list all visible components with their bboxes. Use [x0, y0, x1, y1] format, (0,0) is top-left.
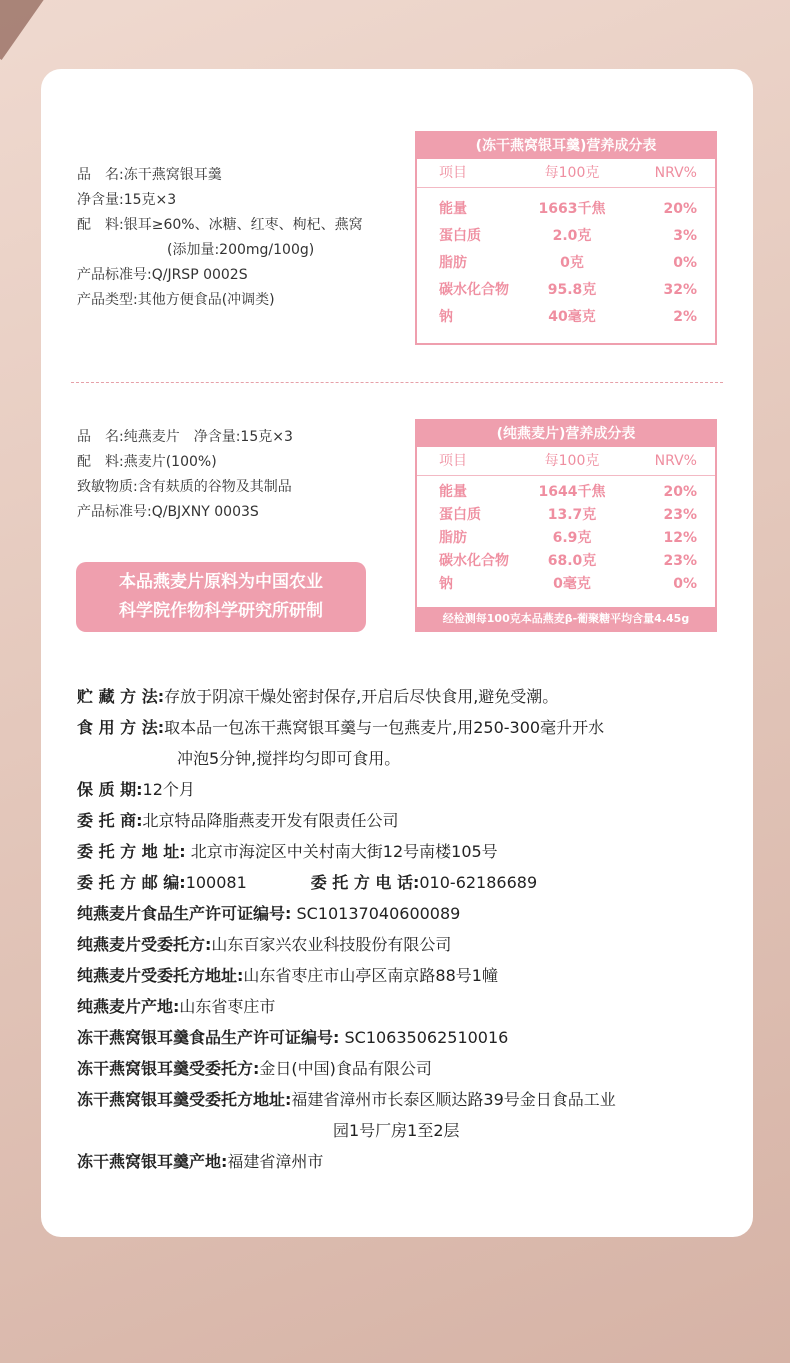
client-address-line [77, 836, 616, 867]
usage-value: 取本品一包冻干燕窝银耳羹与一包燕麦片,用250-300毫升开水 [164, 718, 605, 737]
product1-nutrition-table [415, 131, 717, 345]
row-nrv: 23% [663, 507, 697, 523]
table-title: (纯燕麦片)营养成分表 [417, 421, 715, 447]
product1-type: 产品类型:其他方便食品(冲调类) [77, 292, 275, 308]
row-nrv: 20% [663, 484, 697, 500]
table-row [417, 277, 715, 304]
phone-value: 010-62186689 [419, 873, 538, 892]
usage-line-2: 冲泡5分钟,搅拌均匀即可食用。 [177, 749, 401, 768]
nest-license-label: 冻干燕窝银耳羹食品生产许可证编号: [77, 1028, 340, 1047]
product1-standard: 产品标准号:Q/JRSP 0002S [77, 267, 248, 283]
client-label: 委 托 商: [77, 811, 143, 830]
oat-maker-label: 纯燕麦片受委托方: [77, 935, 212, 954]
nest-maker-line [77, 1053, 616, 1084]
row-value: 2.0克 [552, 228, 592, 244]
oat-maker-value: 山东百家兴农业科技股份有限公司 [211, 935, 452, 954]
row-nrv: 0% [673, 255, 697, 271]
row-nrv: 12% [663, 530, 697, 546]
product2-nutrition-table [415, 419, 717, 632]
oat-maker-line [77, 929, 616, 960]
col-per100: 每100克 [544, 453, 600, 469]
row-value: 40毫克 [548, 309, 596, 325]
phone-label: 委 托 方 电 话: [310, 873, 420, 892]
nest-maker-value: 金日(中国)食品有限公司 [259, 1059, 432, 1078]
product1-info [77, 163, 363, 313]
label-card [41, 69, 753, 1237]
storage-line [77, 681, 616, 712]
badge-line-2: 科学院作物科学研究所研制 [119, 601, 323, 621]
oat-maker-address-line [77, 960, 616, 991]
row-item: 脂肪 [439, 255, 467, 271]
corner-decoration [0, 0, 48, 60]
row-value: 0克 [560, 255, 584, 271]
product2-ingredients: 配 料:燕麦片(100%) [77, 454, 217, 470]
table-row [417, 573, 715, 596]
oat-maker-address-value: 山东省枣庄市山亭区南京路88号1幢 [243, 966, 498, 985]
row-nrv: 2% [673, 309, 697, 325]
table-row [417, 196, 715, 223]
nest-origin-value: 福建省漳州市 [227, 1152, 324, 1171]
row-item: 碳水化合物 [439, 553, 509, 569]
oat-license-line [77, 898, 616, 929]
product-details [77, 681, 616, 1177]
oat-license-label: 纯燕麦片食品生产许可证编号: [77, 904, 292, 923]
nest-license-value: SC10635062510016 [339, 1028, 509, 1047]
product1-additive: (添加量:200mg/100g) [125, 242, 315, 258]
nest-maker-address-value: 福建省漳州市长泰区顺达路39号金日食品工业 [291, 1090, 616, 1109]
shelf-value: 12个月 [142, 780, 195, 799]
row-item: 钠 [439, 576, 453, 592]
table-header [417, 159, 715, 188]
table-row [417, 223, 715, 250]
row-item: 钠 [439, 309, 453, 325]
client-address-value: 北京市海淀区中关村南大街12号南楼105号 [185, 842, 498, 861]
row-nrv: 32% [663, 282, 697, 298]
table-row [417, 250, 715, 277]
row-item: 蛋白质 [439, 507, 481, 523]
nest-maker-address-line [77, 1084, 616, 1115]
postcode-value: 100081 [185, 873, 247, 892]
table-row [417, 550, 715, 573]
usage-line [77, 712, 616, 743]
row-value: 13.7克 [547, 507, 597, 523]
col-nrv: NRV% [654, 165, 697, 181]
product1-net: 净含量:15克×3 [77, 192, 177, 208]
storage-value: 存放于阴凉干燥处密封保存,开启后尽快食用,避免受潮。 [164, 687, 559, 706]
row-value: 1663千焦 [538, 201, 606, 217]
oat-maker-address-label: 纯燕麦片受委托方地址: [77, 966, 244, 985]
table-title: (冻干燕窝银耳羹)营养成分表 [417, 133, 715, 159]
product2-standard: 产品标准号:Q/BJXNY 0003S [77, 504, 259, 520]
table-row [417, 304, 715, 331]
product1-name: 品 名:冻干燕窝银耳羹 [77, 167, 222, 183]
nest-license-line [77, 1022, 616, 1053]
client-line [77, 805, 616, 836]
client-value: 北京特品降脂燕麦开发有限责任公司 [142, 811, 399, 830]
row-nrv: 0% [673, 576, 697, 592]
row-value: 95.8克 [547, 282, 597, 298]
row-item: 能量 [439, 484, 467, 500]
usage-label: 食 用 方 法: [77, 718, 165, 737]
nest-maker-label: 冻干燕窝银耳羹受委托方: [77, 1059, 260, 1078]
section-divider [71, 382, 723, 383]
row-value: 68.0克 [547, 553, 597, 569]
nest-origin-label: 冻干燕窝银耳羹产地: [77, 1152, 228, 1171]
contact-line [77, 867, 616, 898]
row-item: 蛋白质 [439, 228, 481, 244]
product2-name: 品 名:纯燕麦片 净含量:15克×3 [77, 429, 293, 445]
row-value: 0毫克 [553, 576, 591, 592]
col-item: 项目 [439, 165, 467, 181]
client-address-label: 委 托 方 地 址: [77, 842, 186, 861]
table-row [417, 527, 715, 550]
product2-info [77, 425, 293, 525]
research-badge [76, 562, 366, 632]
row-value: 6.9克 [552, 530, 592, 546]
nest-maker-address-label: 冻干燕窝银耳羹受委托方地址: [77, 1090, 292, 1109]
table-row [417, 481, 715, 504]
col-item: 项目 [439, 453, 467, 469]
table-header [417, 447, 715, 476]
nest-origin-line [77, 1146, 616, 1177]
product2-allergen: 致敏物质:含有麸质的谷物及其制品 [77, 479, 292, 495]
product1-ingredients: 配 料:银耳≥60%、冰糖、红枣、枸杞、燕窝 [77, 217, 363, 233]
oat-origin-line [77, 991, 616, 1022]
row-item: 碳水化合物 [439, 282, 509, 298]
postcode-label: 委 托 方 邮 编: [77, 873, 186, 892]
row-item: 能量 [439, 201, 467, 217]
table-footnote: 经检测每100克本品燕麦β-葡聚糖平均含量4.45g [417, 607, 715, 631]
oat-origin-value: 山东省枣庄市 [179, 997, 276, 1016]
row-nrv: 3% [673, 228, 697, 244]
shelf-line [77, 774, 616, 805]
oat-origin-label: 纯燕麦片产地: [77, 997, 180, 1016]
oat-license-value: SC10137040600089 [291, 904, 461, 923]
storage-label: 贮 藏 方 法: [77, 687, 165, 706]
nest-maker-address-line-2: 园1号厂房1至2层 [333, 1121, 460, 1140]
row-item: 脂肪 [439, 530, 467, 546]
col-per100: 每100克 [544, 165, 600, 181]
badge-line-1: 本品燕麦片原料为中国农业 [119, 572, 323, 592]
row-nrv: 20% [663, 201, 697, 217]
row-nrv: 23% [663, 553, 697, 569]
col-nrv: NRV% [654, 453, 697, 469]
table-row [417, 504, 715, 527]
row-value: 1644千焦 [538, 484, 606, 500]
shelf-label: 保 质 期: [77, 780, 143, 799]
